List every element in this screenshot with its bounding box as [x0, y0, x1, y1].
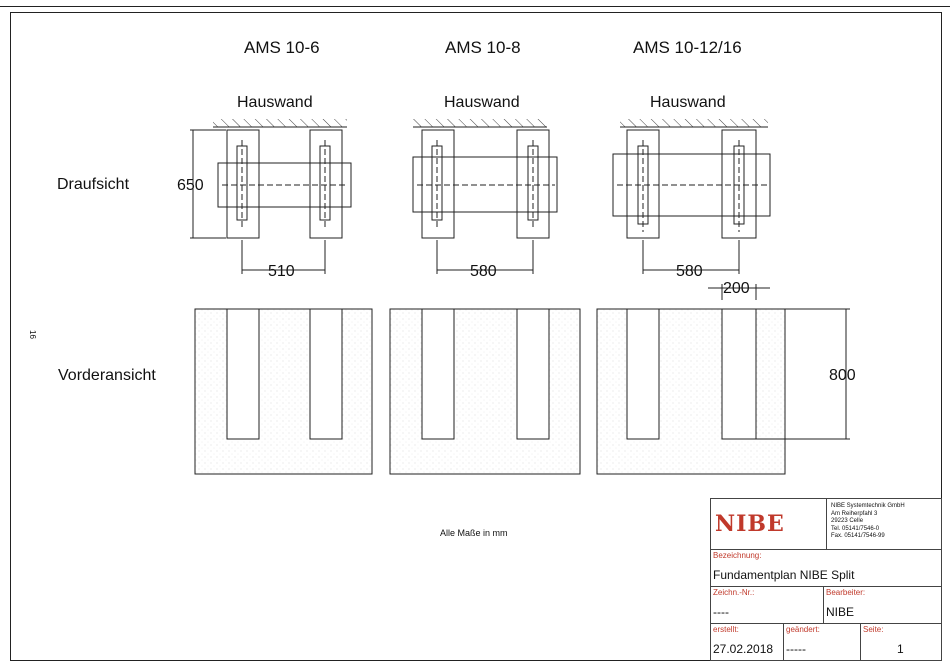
address-line: Tel. 05141/7546-0 [831, 525, 880, 532]
depth-dimension: 650 [177, 177, 204, 194]
drawing-number-value: ---- [713, 605, 729, 619]
spacing-dimension: 510 [268, 263, 295, 280]
designation-cell [710, 549, 942, 587]
top-view-ams-10-8 [413, 119, 557, 274]
height-dimension: 800 [829, 367, 856, 384]
front-view-ams-10-8 [390, 309, 580, 474]
created-label: erstellt: [713, 625, 739, 634]
width-dimension: 200 [723, 280, 750, 297]
front-view-ams-10-6 [195, 309, 372, 474]
editor-cell [823, 586, 942, 624]
editor-label: Bearbeiter: [826, 588, 866, 597]
spacing-dimension: 580 [470, 263, 497, 280]
spacing-dimension: 580 [676, 263, 703, 280]
editor-value: NIBE [826, 605, 855, 619]
top-view-label: Draufsicht [57, 176, 130, 193]
address-line: 29223 Celle [831, 518, 864, 524]
changed-value: ----- [786, 642, 806, 656]
page-cell [860, 623, 942, 661]
page-value: 1 [897, 642, 904, 656]
address-line: NIBE Systemtechnik GmbH [831, 503, 905, 509]
drawing-number-cell [710, 586, 824, 624]
address-line: Am Reiherpfahl 3 [831, 510, 878, 517]
title-block [710, 498, 942, 661]
sheet-mark: 16 [27, 330, 37, 339]
changed-cell [783, 623, 861, 661]
front-view-label: Vorderansicht [58, 367, 156, 384]
top-view-ams-10-6 [190, 119, 351, 274]
created-value: 27.02.2018 [713, 642, 774, 656]
drawing-number-label: Zeichn.-Nr.: [713, 588, 755, 597]
model-heading-ams-10-8: AMS 10-8 [445, 38, 521, 57]
designation-label: Bezeichnung: [713, 551, 762, 560]
nibe-logo: NIBE [715, 511, 785, 537]
front-view-ams-10-12-16 [597, 309, 850, 474]
model-heading-ams-10-12-16: AMS 10-12/16 [633, 38, 742, 57]
house-wall-label: Hauswand [650, 94, 726, 111]
house-wall-label: Hauswand [237, 94, 313, 111]
changed-label: geändert: [786, 625, 820, 634]
logo-cell [710, 498, 827, 550]
model-heading-ams-10-6: AMS 10-6 [244, 38, 320, 57]
house-wall-label: Hauswand [444, 94, 520, 111]
address-line: Fax. 05141/7546-99 [831, 533, 885, 539]
created-cell [710, 623, 784, 661]
units-note: Alle Maße in mm [440, 528, 508, 538]
top-view-ams-10-12-16 [613, 119, 770, 300]
address-cell [826, 498, 942, 550]
page-label: Seite: [863, 625, 884, 634]
designation-value: Fundamentplan NIBE Split [713, 568, 855, 582]
